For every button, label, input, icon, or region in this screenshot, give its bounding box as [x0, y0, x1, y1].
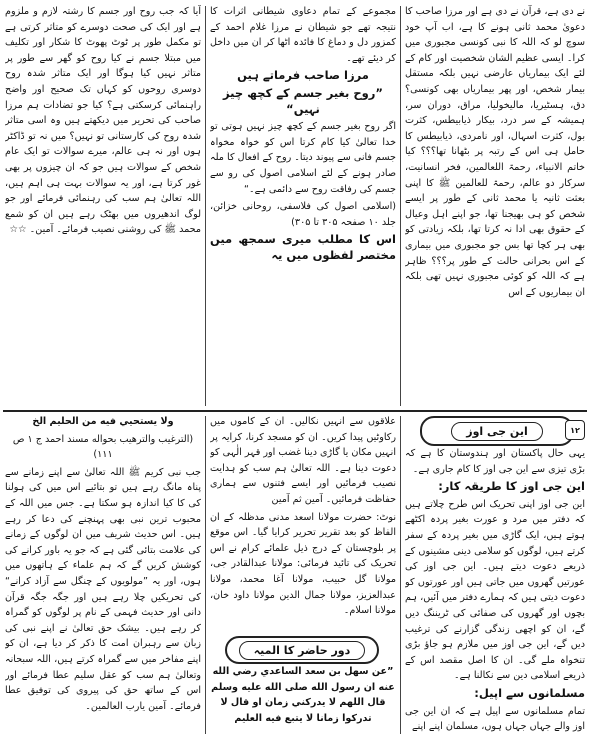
appeal-heading: مسلمانوں سے اپیل:	[474, 685, 585, 700]
hadith-arabic	[210, 664, 396, 734]
ngo-intro: یہی حال پاکستان اور ہندوستان کا ہے کہ بڑی تیزی سے این جی اوز کا کام جاری ہے۔	[405, 448, 585, 475]
top-right-paragraph: نے دی ہے، قرآن نے دی ہے اور مرزا صاحب کا دعویٰ محمد ثانی ہونے کا ہے، اب آپ خود سوچ لو کہ اللہ کا نبی کونسی مجبوری میں کرا۔ ایسی عظیم الشان شخصیت اور کام کے لئے ایک بیماریاں عارضی نہیں بلکہ مستقل بیمار شخص، اور پھر بیماریاں بھی کونسی؟ دق، ہسٹیریا، مالیخولیا، مراق، دوران سر، ہمیشہ کے سر درد، بیکار ذیابیطس، کثرت بول، کثرت اسہال، اور نامردی، ذیابیطس کا حامل ہی اس کے رتبہ پر بٹھانا تھا؟؟؟ کیا خاتم الانبیاء، رحمۃ اللعالمین، فخر انسانیت، سرکار دو عالم، رحمۃ للعالمین ﷺ کا اپنی بعثت ثانیہ یا محمد ثانی کے طور پر ایسے شخص کو ہی بھیجنا تھا، جو اپنے اہل وعیال کے حقوق بھی ادا نہ کرتا تھا، بلکہ زیادتی کو بھی ہر کچا تھا بس جو مجبوری میں بیماری کے اس بحرانی حالت کے طور پر؟؟؟ ظاہر ہے کہ اللہ کو کوئی مجبوری نہیں تھی بلکہ ان بیماریوں کے اس	[405, 6, 585, 298]
top-column-left	[5, 4, 201, 408]
top-middle-intro: مجموعے کے تمام دعاوی شیطانی اثرات کا نتیجہ تھے جو شیطان نے مرزا غلام احمد کے کمزور دل و دماغ کا فائدہ اٹھا کر ان میں داخل کر دیئے تھے۔	[210, 6, 396, 64]
bottom-column-middle	[210, 414, 396, 632]
ngo-method-body: این جی اوز اپنی تحریک اس طرح چلاتے ہیں کہ دفتر میں مرد و عورت بغیر پردہ اکٹھے ہوتے ہیں، ایک گاڑی میں بغیر پردہ کے سفر کرتے ہیں، لوگوں کو سلامی دینی مشینوں کے ذریعے دعوت دیتے ہیں۔ این جی اوز کی عورتیں گھروں میں جاتی ہیں اور عورتوں کو دعوت دیتی ہیں کہ ہمارے دفتر میں آئیں، ہم بچوں اور گھروں کی صفائی کی ٹریننگ دیں گے، ان کو اچھی زندگی گزارنے کی ترغیب دیں گے، این جی اوز میں ملازم ہو جاؤ بڑی تنخواہ ملے گی۔ ان کا اصل مقصد اس کے ذریعے اسلامی دین سے نکالنا ہے۔	[405, 498, 585, 682]
column-divider	[205, 416, 206, 734]
bottom-column-left	[5, 414, 201, 734]
column-divider	[205, 6, 206, 406]
hadith-citation: (الترغيب والترهيب بحواله مسند احمد ج ۱ ص ۱۱۱)	[12, 433, 194, 461]
ngo-section-box	[420, 416, 574, 446]
ngo-section-title: این جی اوز	[451, 422, 542, 441]
quote-intro: مرزا صاحب فرماتے ہیں	[237, 68, 369, 83]
hadith-continuation: ولا يستحيي فيه من الحليم الخ	[32, 416, 174, 427]
top-column-middle	[210, 4, 396, 408]
tragedy-section-box	[225, 636, 379, 664]
bottom-column-right	[405, 446, 585, 734]
top-left-paragraph: آیا کہ جب روح اور جسم کا رشتہ لازم و ملزوم ہے اور ایک کی صحت دوسرے کو متاثر کرتی ہے تو مکمل طور پر ٹوٹ پھوٹ کا شکار اور تکلیف میں مبتلا جسم نے کیا روح کو گھر سے طور پر متاثر نہیں کیا ہوگا اور ایک متاثر شدہ روح دوسری روحوں کو کہاں تک صحیح اور واضح راہنمائی کرسکتی ہے؟ کیا جو تضادات ہم مرزا صاحب کی تحریر میں دیکھتے ہیں وہ اسی متاثر شدہ روح کی کارستانی تو نہیں؟ میں نہ تو ڈاکٹر ہوں اور نہ ہی عالم، میرے سوالات تو ایک عام شخص کے سوالات ہیں جو کہ ان چیزوں پر بھی غور کرتا ہے، اور یہ سوالات بہت ہی اہم ہیں، اللہ تعالیٰ ہم سب کی رہنمائی فرمائے اور جو لوگ اندھیروں میں بھٹک رہے ہیں ان کو شمع محمد ﷺ کی روشنی نصیب فرمائے۔ آمین۔ ☆☆	[5, 6, 201, 236]
middle-note: نوٹ: حضرت مولانا اسعد مدنی مدظلہ کے ان الفاظ کو بعد تقریر تحریر کرایا گیا۔ اس موقع پر بلوچستان کے درج ذیل علمائے کرام نے اس تحریک کی تائید فرمائی: مولانا عبدالقادر جی، مولانا گل حبیب، مولانا آغا محمد، مولانا عبدالعزیز، مولانا جمال الدین مولانا داود خان، مولانا اسلام۔	[210, 511, 396, 617]
top-column-right	[405, 4, 585, 408]
section-separator	[3, 410, 587, 412]
middle-appeal-continuation: علاقوں سے انہیں نکالیں۔ ان کے کاموں میں رکاوٹیں پیدا کریں۔ ان کو مسجد کرنا، کرایہ پر انہیں مکان یا گاڑی دینا غضب اور قہر الٰہی کو دعوت دینا ہے۔ اللہ تعالیٰ ہم سب کو ہدایت نصیب فرمائیں اور ایسے فتنوں سے ہماری حفاظت فرمائیں۔ آمین ثم آمین	[210, 416, 396, 505]
ngo-method-heading: این جی اوز کا طریقہ کار:	[438, 479, 585, 494]
hadith-text: ”عن سهل بن سعد الساعدي رضي الله عنه ان رسول الله صلى الله عليه وسلم قال اللهم لا يدركني زمان او قال لا تدركوا زمانا لا يتبع فيه العليم	[211, 666, 395, 724]
quote-citation: (اسلامی اصول کی فلاسفی، روحانی خزائن، جلد ۱۰ صفحہ ۳۰۵ تا ۳۰۵)	[210, 201, 396, 228]
quote-title: ”روح بغیر جسم کے کچھ چیز نہیں“	[223, 85, 383, 116]
tragedy-section-title: دور حاضر کا المیہ	[239, 641, 366, 660]
hadith-commentary: جب نبی کریم ﷺ اللہ تعالیٰ سے اپنے زمانے سے پناہ مانگ رہے ہیں تو بتائیے اس میں کی ہولنا کی کا کیا اندازہ ہو سکتا ہے۔ جس میں اللہ کے محبوب ترین نبی بھی پہنچنے کی دعا کر رہے ہیں۔ اس حدیث شریف میں ان لوگوں کے زمانے کی علامت بتائی گئی ہے کہ جو یہ باور کرانے کی کوشش کریں گے کہ ہم علماء کے ہاتھوں میں ہوں، اور یہ ”مولویوں کے چنگل سے آزاد کرانے“ کی تحریکیں چلا رہے ہیں اور جگہ جگہ قرآن دانی اور حدیث فہمی کے نام پر لوگوں کو گمراہ کر رہے ہیں۔ بیشک حق تعالیٰ نے اپنے نبی کی زبان سے رہبران امت کا ذکر کر دیا ہے، ان کو اپنے مفاخر میں سے گمراہ کرتے ہیں، اللہ سبحانہ وتعالیٰ ہم سب کو عقل سلیم عطا فرمائے اور اس کے ساتھ حق کی پیروی کی توفیق عطا فرمائے۔ آمین یارب العالمین۔	[5, 466, 201, 712]
column-divider	[400, 416, 401, 734]
quote-body: اگر روح بغیر جسم کے کچھ چیز نہیں ہوتی تو خدا تعالیٰ کیا کام کرتا اس کو خواہ مخواہ جسم فانی سے پیوند دیتا۔ روح کے افعال کا ملہ صادر ہونے کے لئے اسلامی اصول کی رو سے جسم کی رفاقت روح سے دائمی ہے۔“	[210, 121, 396, 195]
column-divider	[400, 6, 401, 406]
middle-closing-line: اس کا مطلب میری سمجھ میں مختصر لفظوں میں یہ	[210, 232, 396, 262]
section-number-badge: ۱۲	[565, 420, 585, 440]
appeal-body: تمام مسلمانوں سے اپیل ہے کہ ان این جی اوز والے جہاں جہاں ہوں، مسلمان اپنے اپنے	[405, 705, 585, 733]
